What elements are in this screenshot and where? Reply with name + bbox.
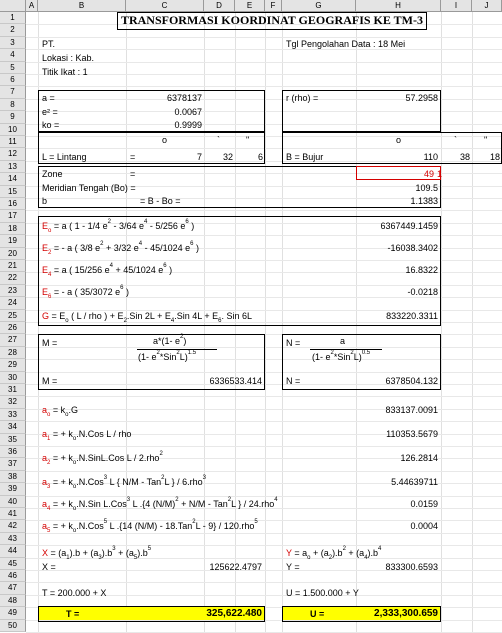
row-header[interactable]: 50 xyxy=(0,620,26,632)
tgl-label: Tgl Pengolahan Data : 18 Mei xyxy=(286,39,406,49)
row-header[interactable]: 27 xyxy=(0,334,26,346)
t-value[interactable]: 325,622.480 xyxy=(206,608,262,619)
col-header-h[interactable]: H xyxy=(356,0,441,12)
row-header[interactable]: 40 xyxy=(0,496,26,508)
m-value-label: M = xyxy=(42,376,58,386)
u-label: U = xyxy=(310,609,325,619)
row-header[interactable]: 15 xyxy=(0,186,26,198)
col-header-a[interactable]: A xyxy=(26,0,38,12)
row-header[interactable]: 30 xyxy=(0,372,26,384)
row-header[interactable]: 22 xyxy=(0,272,26,284)
a5-formula: $a_5$ = + $k_o.N.Cos^5$ L .{14 (N/M) - 18.Tan$^2$L - 9} / 120.rho$^5$ xyxy=(42,519,258,534)
y-value-label: Y = xyxy=(286,562,300,572)
row-header[interactable]: 32 xyxy=(0,396,26,408)
bujur-min[interactable]: 38 xyxy=(459,152,470,162)
b-eq: = B - Bo = xyxy=(140,196,181,206)
row-header[interactable]: 31 xyxy=(0,384,26,396)
bujur-sec[interactable]: 18 xyxy=(489,152,500,162)
a2-value[interactable]: 126.2814 xyxy=(400,453,438,463)
e2-value[interactable]: 0.0067 xyxy=(174,107,202,117)
a3-formula: $a_3$ = + $k_o.N.Cos^3$ L { N/M - Tan$^2$L } / 6.rho$^3$ xyxy=(42,475,206,490)
row-header[interactable]: 49 xyxy=(0,607,26,619)
row-header[interactable]: 46 xyxy=(0,570,26,582)
a4-formula: $a_4$ = + $k_o.N.Sin$ L.Cos$^3$ L .{4 $(N/M)^2 + N/M - Tan^2L$ } / 24.rho$^4$ xyxy=(42,497,278,512)
row-header[interactable]: 23 xyxy=(0,285,26,297)
m-denominator: (1- $e^2*Sin^2L)^{1.5}$ xyxy=(138,350,197,362)
row-header[interactable]: 48 xyxy=(0,595,26,607)
x-value[interactable]: 125622.4797 xyxy=(209,562,262,572)
row-header[interactable]: 4 xyxy=(0,49,26,61)
a5-value[interactable]: 0.0004 xyxy=(410,521,438,531)
row-header[interactable]: 36 xyxy=(0,446,26,458)
row-header[interactable]: 37 xyxy=(0,458,26,470)
e4-value[interactable]: 16.8322 xyxy=(405,265,438,275)
g-value[interactable]: 833220.3311 xyxy=(386,311,438,321)
row-header[interactable]: 6 xyxy=(0,74,26,86)
col-header-f[interactable]: F xyxy=(265,0,282,12)
n-numerator: a xyxy=(340,336,346,346)
row-header[interactable]: 41 xyxy=(0,508,26,520)
a0-value[interactable]: 833137.0091 xyxy=(385,405,438,415)
e6-value[interactable]: -0.0218 xyxy=(407,287,438,297)
corner-cell[interactable] xyxy=(0,0,26,12)
zone-extra[interactable]: 1 xyxy=(437,169,443,179)
row-header[interactable]: 20 xyxy=(0,248,26,260)
col-header-c[interactable]: C xyxy=(126,0,204,12)
row-header[interactable]: 5 xyxy=(0,62,26,74)
min-symbol-b: ` xyxy=(454,135,457,145)
sheet-title: TRANSFORMASI KOORDINAT GEOGRAFIS KE TM-3 xyxy=(120,13,424,27)
bujur-deg[interactable]: 110 xyxy=(423,152,438,162)
row-header[interactable]: 24 xyxy=(0,297,26,309)
y-value[interactable]: 833300.6593 xyxy=(385,562,438,572)
deg-symbol-l: o xyxy=(162,135,168,145)
lintang-eq: = xyxy=(130,152,136,162)
row-header[interactable]: 43 xyxy=(0,533,26,545)
m-value[interactable]: 6336533.414 xyxy=(209,376,262,386)
lokasi-label: Lokasi : Kab. xyxy=(42,53,95,63)
zone-eq: = xyxy=(130,169,136,179)
n-value-label: N = xyxy=(286,376,301,386)
m-numerator: a*(1- $e^2$) xyxy=(153,334,187,346)
row-header[interactable]: 38 xyxy=(0,471,26,483)
row-header[interactable]: 34 xyxy=(0,421,26,433)
lintang-sec[interactable]: 6 xyxy=(257,152,263,162)
rho-value[interactable]: 57.2958 xyxy=(405,93,438,103)
row-header[interactable]: 45 xyxy=(0,558,26,570)
e6-formula: $E_6$ = - a ( 35/3072 $e^6$ ) xyxy=(42,285,129,300)
x-formula: $X = (a_1).b + (a_3).b^3 + (a_5).b^5$ xyxy=(42,546,152,561)
a1-formula: $a_1$ = + $k_o.N.Cos$ L / rho xyxy=(42,429,132,442)
row-header[interactable]: 26 xyxy=(0,322,26,334)
u-value[interactable]: 2,333,300.659 xyxy=(374,608,438,619)
titik-label: Titik Ikat : 1 xyxy=(42,67,88,77)
a-value[interactable]: 6378137 xyxy=(166,93,202,103)
lintang-min[interactable]: 32 xyxy=(222,152,233,162)
sec-symbol-l: " xyxy=(246,135,250,145)
meridian-value[interactable]: 109.5 xyxy=(415,183,438,193)
g-formula: $G = E_o$ ( L / rho ) + $E_2.Sin$ $2L + E_4.Sin$ $4L + E_6$. Sin 6L xyxy=(42,311,253,324)
col-header-g[interactable]: G xyxy=(282,0,356,12)
e0-formula: $E_o = a$ ( 1 - 1/4 $e^2 - 3/64$ $e^4 - 5/256$ $e^6$ ) xyxy=(42,219,195,234)
sec-symbol-b: " xyxy=(484,135,488,145)
u-formula: U = 1.500.000 + Y xyxy=(286,588,359,598)
e2-formula: $E_2$ = - a ( 3/8 $e^2 + 3/32$ $e^4 - 45/1024$ $e^6$ ) xyxy=(42,241,199,256)
row-header[interactable]: 33 xyxy=(0,409,26,421)
row-header[interactable]: 16 xyxy=(0,198,26,210)
a4-value[interactable]: 0.0159 xyxy=(410,499,438,509)
a-label: a = xyxy=(42,93,55,103)
row-header[interactable]: 29 xyxy=(0,359,26,371)
n-label: N = xyxy=(286,338,301,348)
meridian-label: Meridian Tengah (Bo) = xyxy=(42,183,136,193)
row-header[interactable]: 14 xyxy=(0,173,26,185)
row-header[interactable]: 1 xyxy=(0,12,26,24)
x-value-label: X = xyxy=(42,562,56,572)
zone-value[interactable]: 49 xyxy=(423,169,434,179)
col-header-b[interactable]: B xyxy=(38,0,126,12)
row-header[interactable]: 17 xyxy=(0,210,26,222)
a2-formula: $a_2$ = + $k_o.N.SinL.Cos$ L / 2.rho$^2$ xyxy=(42,451,163,466)
row-header[interactable]: 2 xyxy=(0,24,26,36)
row-header[interactable]: 21 xyxy=(0,260,26,272)
row-header[interactable]: 7 xyxy=(0,86,26,98)
row-header[interactable]: 47 xyxy=(0,582,26,594)
deg-symbol-b: o xyxy=(396,135,402,145)
row-header[interactable]: 3 xyxy=(0,37,26,49)
e4-formula: $E_4 = a$ ( 15/256 $e^4 + 45/1024$ $e^6$ ) xyxy=(42,263,173,278)
row-header[interactable]: 35 xyxy=(0,434,26,446)
rho-label: r (rho) = xyxy=(286,93,319,103)
t-label: T = xyxy=(66,609,80,619)
bujur-label: B = Bujur xyxy=(286,152,324,162)
t-formula: T = 200.000 + X xyxy=(42,588,107,598)
col-header-i[interactable]: I xyxy=(441,0,472,12)
row-header[interactable]: 25 xyxy=(0,310,26,322)
e2-label: e² = xyxy=(42,107,58,117)
lintang-label: L = Lintang xyxy=(42,152,87,162)
col-header-d[interactable]: D xyxy=(204,0,235,12)
row-header[interactable]: 13 xyxy=(0,161,26,173)
row-header[interactable]: 28 xyxy=(0,347,26,359)
row-header[interactable]: 9 xyxy=(0,111,26,123)
a1-value[interactable]: 110353.5679 xyxy=(386,429,438,439)
ko-label: ko = xyxy=(42,120,60,130)
min-symbol-l: ` xyxy=(217,135,220,145)
row-header[interactable]: 11 xyxy=(0,136,26,148)
lintang-deg[interactable]: 7 xyxy=(196,152,202,162)
n-value[interactable]: 6378504.132 xyxy=(385,376,438,386)
row-header[interactable]: 18 xyxy=(0,223,26,235)
row-header[interactable]: 10 xyxy=(0,124,26,136)
b-value[interactable]: 1.1383 xyxy=(410,196,438,206)
e2-term-value[interactable]: -16038.3402 xyxy=(387,243,438,253)
ko-value[interactable]: 0.9999 xyxy=(174,120,202,130)
e0-value[interactable]: 6367449.1459 xyxy=(380,221,438,231)
a3-value[interactable]: 5.44639711 xyxy=(391,477,438,487)
row-header[interactable]: 39 xyxy=(0,483,26,495)
zone-label: Zone xyxy=(42,169,63,179)
row-header[interactable]: 42 xyxy=(0,520,26,532)
row-header[interactable]: 19 xyxy=(0,235,26,247)
col-header-j[interactable]: J xyxy=(472,0,502,12)
a0-formula: $a_o = k_o.G$ xyxy=(42,405,78,418)
row-header[interactable]: 12 xyxy=(0,148,26,160)
b-label: b xyxy=(42,196,48,206)
y-formula: $Y = a_o + (a_2).b^2 + (a_4).b^4$ xyxy=(286,546,382,561)
n-denominator: (1- $e^2*Sin^2L)^{0.5}$ xyxy=(312,350,371,362)
m-label: M = xyxy=(42,338,58,348)
pt-label: PT. xyxy=(42,39,56,49)
col-header-e[interactable]: E xyxy=(235,0,265,12)
row-header[interactable]: 8 xyxy=(0,99,26,111)
row-header[interactable]: 44 xyxy=(0,545,26,557)
